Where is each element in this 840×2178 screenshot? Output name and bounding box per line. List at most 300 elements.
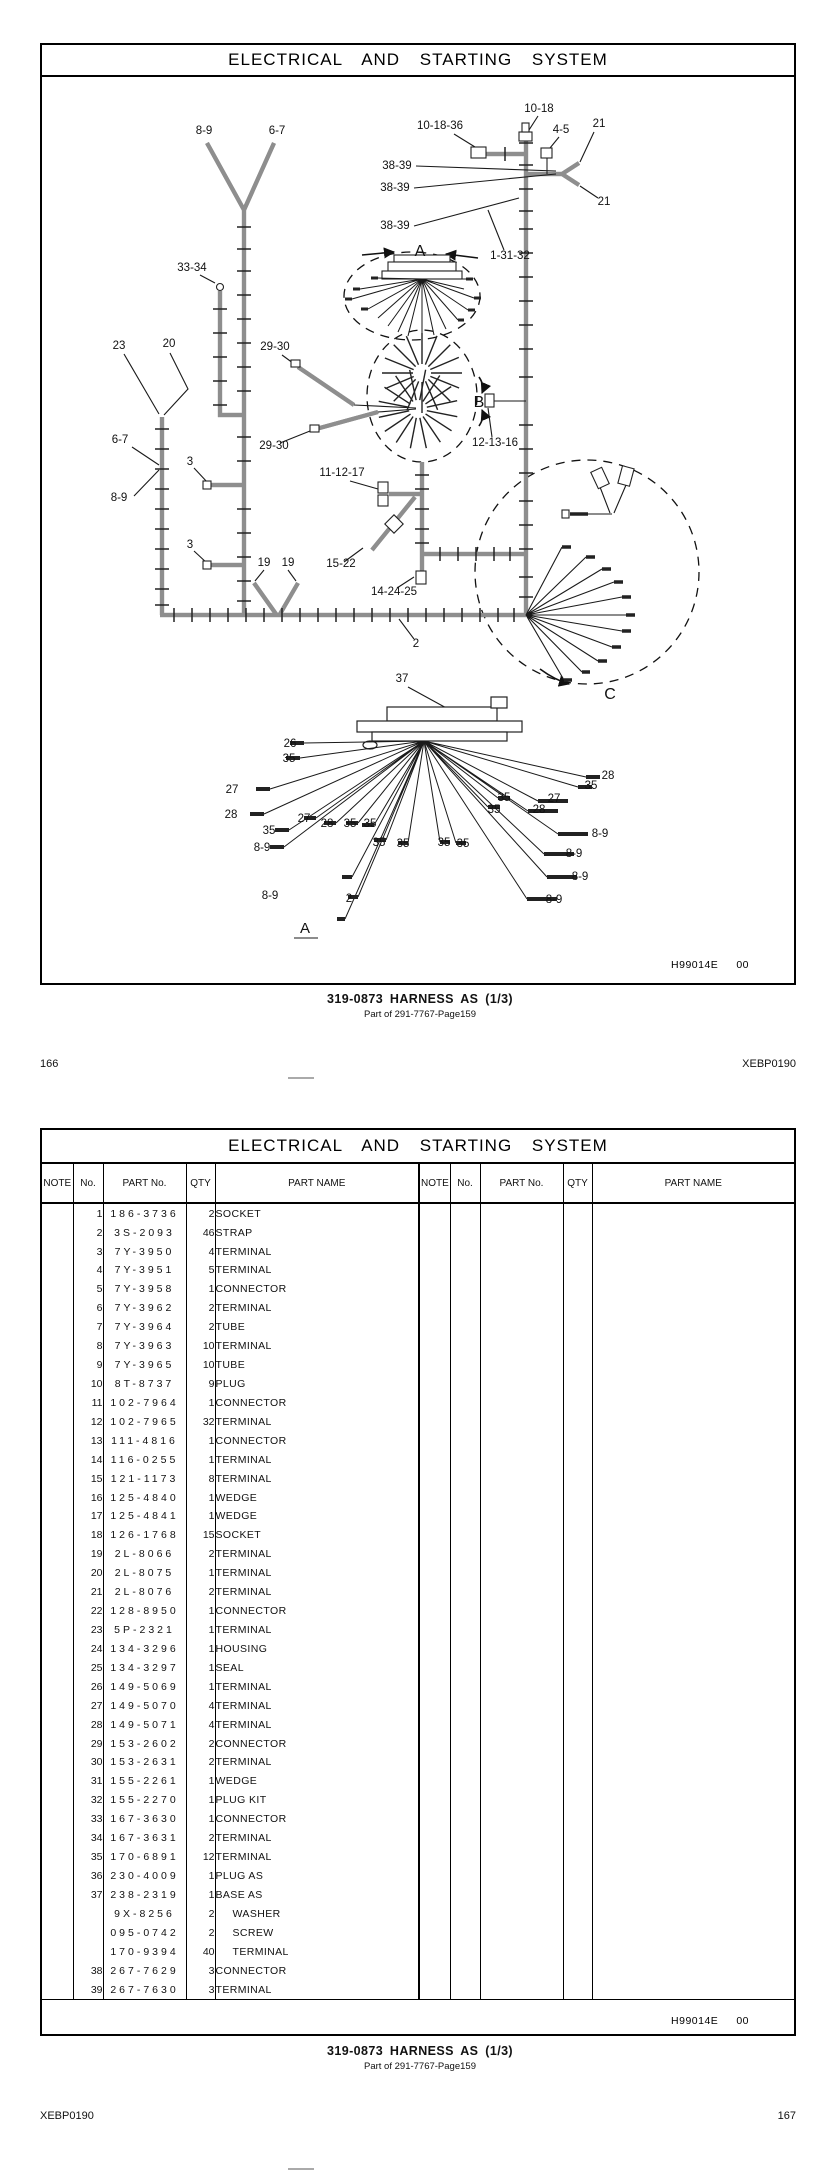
col-name: PART NAME [592, 1164, 794, 1203]
cell-part: 153-2602 [103, 1734, 186, 1753]
print-registration-mark [288, 1077, 314, 1079]
col-qty: QTY [563, 1164, 592, 1203]
cell-qty: 10 [186, 1337, 215, 1356]
part-row [42, 1715, 418, 1734]
cell-name: TERMINAL [215, 1753, 418, 1772]
cell-note [42, 1261, 73, 1280]
callout-2: 2 [412, 638, 420, 650]
cell-note [42, 1412, 73, 1431]
cell-part: 267-7629 [103, 1961, 186, 1980]
cell-note [42, 1772, 73, 1791]
part-row [42, 1829, 418, 1848]
cell-name: SEAL [215, 1658, 418, 1677]
cell-part: 7Y-3962 [103, 1299, 186, 1318]
cell-qty: 2 [186, 1299, 215, 1318]
cell-no: 18 [73, 1526, 103, 1545]
cell-no: 29 [73, 1734, 103, 1753]
cell-no: 21 [73, 1583, 103, 1602]
callout-10-18-36: 10-18-36 [416, 120, 464, 132]
cell-name: TERMINAL [215, 1412, 418, 1431]
cell-part: 7Y-3964 [103, 1318, 186, 1337]
cell-qty: 1 [186, 1639, 215, 1658]
cell-no: 39 [73, 1980, 103, 1999]
callout-19: 19 [257, 557, 271, 569]
cell-name: WEDGE [215, 1507, 418, 1526]
part-row [42, 1923, 418, 1942]
callout-21: 21 [597, 196, 611, 208]
cell-part: 125-4841 [103, 1507, 186, 1526]
cell-name: TERMINAL [215, 1829, 418, 1848]
cell-name: TERMINAL [215, 1564, 418, 1583]
cell-name: TERMINAL [215, 1677, 418, 1696]
cell-part: 102-7965 [103, 1412, 186, 1431]
callout-28: 28 [224, 809, 238, 821]
cell-qty: 3 [186, 1980, 215, 1999]
part-row [42, 1696, 418, 1715]
page1-title: ELECTRICAL AND STARTING SYSTEM [42, 45, 794, 77]
detail-c-fan [526, 466, 635, 680]
cell-name: CONNECTOR [215, 1810, 418, 1829]
callout-29-30: 29-30 [259, 440, 289, 452]
cell-part: 9X-8256 [103, 1904, 186, 1923]
cell-part: 230-4009 [103, 1867, 186, 1886]
cell-note [42, 1375, 73, 1394]
page1-footer [40, 1058, 796, 1070]
cell-part: 155-2270 [103, 1791, 186, 1810]
parts-table-right [418, 1164, 794, 1999]
callout-8-9: 8-9 [253, 842, 271, 854]
cell-qty: 2 [186, 1753, 215, 1772]
page-number: 166 [40, 1058, 59, 1070]
cell-part: 149-5069 [103, 1677, 186, 1696]
cell-qty: 2 [186, 1545, 215, 1564]
col-part: PART No. [103, 1164, 186, 1203]
cell-part: 134-3296 [103, 1639, 186, 1658]
part-row [42, 1753, 418, 1772]
plate-code: H99014E [671, 2015, 719, 2027]
cell-note [42, 1753, 73, 1772]
part-row [42, 1602, 418, 1621]
callout-b: B [473, 394, 485, 411]
cell-part: 170-9394 [103, 1942, 186, 1961]
part-row [42, 1904, 418, 1923]
callout-35: 35 [396, 838, 410, 850]
cell-note [42, 1791, 73, 1810]
cell-name: TERMINAL [215, 1696, 418, 1715]
callout-2: 2 [345, 893, 353, 905]
clamp-ticks [155, 143, 533, 622]
callout-20: 20 [162, 338, 176, 350]
cell-no: 1 [73, 1203, 103, 1223]
part-row [42, 1280, 418, 1299]
cell-part: 7Y-3951 [103, 1261, 186, 1280]
cell-note [42, 1507, 73, 1526]
col-note: NOTE [42, 1164, 73, 1203]
callout-35: 35 [262, 825, 276, 837]
cell-part: 7Y-3963 [103, 1337, 186, 1356]
cell-no: 8 [73, 1337, 103, 1356]
cell-qty: 1 [186, 1450, 215, 1469]
cell-note [42, 1299, 73, 1318]
cell-part: 5P-2321 [103, 1621, 186, 1640]
harness-diagram [42, 77, 794, 985]
cell-qty: 2 [186, 1904, 215, 1923]
cell-note [42, 1961, 73, 1980]
cell-note [42, 1639, 73, 1658]
part-row [42, 1639, 418, 1658]
cell-qty: 4 [186, 1715, 215, 1734]
callout-35: 35 [584, 780, 598, 792]
cell-qty: 2 [186, 1318, 215, 1337]
caption-title: 319-0873 HARNESS AS (1/3) [327, 2044, 513, 2058]
cell-no: 22 [73, 1602, 103, 1621]
cell-part: 155-2261 [103, 1772, 186, 1791]
callout-12-13-16: 12-13-16 [471, 437, 519, 449]
col-no: No. [450, 1164, 480, 1203]
callout-35: 35 [437, 837, 451, 849]
cell-no: 11 [73, 1393, 103, 1412]
header-row [419, 1164, 794, 1203]
cell-qty: 1 [186, 1867, 215, 1886]
part-row [42, 1375, 418, 1394]
callout-1-31-32: 1-31-32 [490, 250, 530, 262]
cell-name: TERMINAL [215, 1261, 418, 1280]
cell-part: 149-5070 [103, 1696, 186, 1715]
callout-29-30: 29-30 [260, 341, 290, 353]
cell-part: 3S-2093 [103, 1223, 186, 1242]
col-no: No. [73, 1164, 103, 1203]
cell-part: 134-3297 [103, 1658, 186, 1677]
col-name: PART NAME [215, 1164, 418, 1203]
cell-no: 34 [73, 1829, 103, 1848]
callout-labels [111, 103, 616, 937]
cell-no: 33 [73, 1810, 103, 1829]
part-row [42, 1488, 418, 1507]
cell-part: 111-4816 [103, 1431, 186, 1450]
cell-name: TERMINAL [215, 1583, 418, 1602]
plate-number [671, 2015, 749, 2027]
detail-b-starburst [379, 333, 462, 448]
cell-part: 170-6891 [103, 1848, 186, 1867]
part-row [42, 1677, 418, 1696]
cell-note [42, 1318, 73, 1337]
plate-rev: 00 [736, 959, 749, 971]
cell-name: TUBE [215, 1356, 418, 1375]
part-row [42, 1469, 418, 1488]
cell-no: 24 [73, 1639, 103, 1658]
callout-38-39: 38-39 [382, 160, 412, 172]
cell-name: TERMINAL [215, 1242, 418, 1261]
callout-35: 35 [282, 753, 296, 765]
cell-name: TERMINAL [215, 1337, 418, 1356]
cell-no: 12 [73, 1412, 103, 1431]
callout-6-7: 6-7 [111, 434, 129, 446]
cell-note [42, 1621, 73, 1640]
callout-8-9: 8-9 [565, 848, 583, 860]
col-part: PART No. [480, 1164, 563, 1203]
cell-note [42, 1280, 73, 1299]
cell-part: 128-8950 [103, 1602, 186, 1621]
cell-name: TERMINAL [215, 1848, 418, 1867]
cell-no: 36 [73, 1867, 103, 1886]
callout-3: 3 [186, 456, 194, 468]
callout-28: 28 [320, 818, 334, 830]
cell-part: 167-3630 [103, 1810, 186, 1829]
cell-part: 125-4840 [103, 1488, 186, 1507]
cell-qty: 5 [186, 1261, 215, 1280]
cell-no: 6 [73, 1299, 103, 1318]
cell-qty: 2 [186, 1829, 215, 1848]
cell-qty: 1 [186, 1677, 215, 1696]
part-row [42, 1412, 418, 1431]
cell-qty: 1 [186, 1621, 215, 1640]
callout-19: 19 [281, 557, 295, 569]
cell-note [42, 1980, 73, 1999]
cell-part: 2L-8066 [103, 1545, 186, 1564]
page1-caption [0, 992, 840, 1020]
part-row [42, 1961, 418, 1980]
cell-note [42, 1469, 73, 1488]
cell-note [42, 1942, 73, 1961]
cell-no: 31 [73, 1772, 103, 1791]
cell-qty: 46 [186, 1223, 215, 1242]
detail-view-bubbles [344, 252, 699, 684]
cell-note [42, 1545, 73, 1564]
cell-note [42, 1337, 73, 1356]
detail-a-fan [345, 255, 481, 338]
cell-qty: 4 [186, 1696, 215, 1715]
callout-8-9: 8-9 [591, 828, 609, 840]
cell-qty: 32 [186, 1412, 215, 1431]
cell-no: 27 [73, 1696, 103, 1715]
part-row [42, 1564, 418, 1583]
callout-38-39: 38-39 [380, 220, 410, 232]
cell-qty: 12 [186, 1848, 215, 1867]
cell-no: 26 [73, 1677, 103, 1696]
cell-note [42, 1810, 73, 1829]
cell-no: 7 [73, 1318, 103, 1337]
callout-8-9: 8-9 [571, 871, 589, 883]
doc-code: XEBP0190 [40, 2110, 94, 2122]
cell-part: 126-1768 [103, 1526, 186, 1545]
cell-no: 15 [73, 1469, 103, 1488]
part-row [42, 1885, 418, 1904]
cell-name: PLUG [215, 1375, 418, 1394]
cell-note [42, 1696, 73, 1715]
header-row [42, 1164, 418, 1203]
cell-qty: 1 [186, 1791, 215, 1810]
cell-name: PLUG KIT [215, 1791, 418, 1810]
part-row [42, 1242, 418, 1261]
callout-27: 27 [547, 793, 561, 805]
cell-name: SOCKET [215, 1203, 418, 1223]
cell-no: 25 [73, 1658, 103, 1677]
cell-name: TERMINAL [215, 1942, 418, 1961]
part-row [42, 1545, 418, 1564]
cell-qty: 9 [186, 1375, 215, 1394]
callout-15-22: 15-22 [326, 558, 356, 570]
part-row [42, 1526, 418, 1545]
cell-part: 267-7630 [103, 1980, 186, 1999]
cell-name: TERMINAL [215, 1469, 418, 1488]
cell-qty: 40 [186, 1942, 215, 1961]
part-row [42, 1772, 418, 1791]
callout-38-39: 38-39 [380, 182, 410, 194]
page2-parts-sheet [40, 1128, 796, 2036]
callout-33-34: 33-34 [177, 262, 207, 274]
cell-name: CONNECTOR [215, 1393, 418, 1412]
connector-symbols [203, 123, 552, 584]
page-number: 167 [777, 2110, 796, 2122]
callout-35: 35 [487, 804, 501, 816]
part-row [42, 1507, 418, 1526]
callout-28: 28 [532, 804, 546, 816]
part-row [42, 1734, 418, 1753]
cell-note [42, 1203, 73, 1223]
caption-subtitle: Part of 291-7767-Page159 [364, 2061, 476, 2072]
cell-no [73, 1923, 103, 1942]
callout-26: 26 [283, 738, 297, 750]
part-row [42, 1450, 418, 1469]
cell-no: 4 [73, 1261, 103, 1280]
part-row [42, 1942, 418, 1961]
callout-35: 35 [372, 837, 386, 849]
callout-35: 35 [363, 818, 377, 830]
page1-drawing-sheet [40, 43, 796, 985]
cell-part: 116-0255 [103, 1450, 186, 1469]
cell-name: CONNECTOR [215, 1431, 418, 1450]
cell-qty: 1 [186, 1772, 215, 1791]
cell-note [42, 1715, 73, 1734]
callout-23: 23 [112, 340, 126, 352]
callout-a: A [299, 920, 311, 937]
caption-subtitle: Part of 291-7767-Page159 [364, 1009, 476, 1020]
cell-no: 38 [73, 1961, 103, 1980]
cell-qty: 1 [186, 1393, 215, 1412]
cell-note [42, 1488, 73, 1507]
part-row [42, 1223, 418, 1242]
callout-8-9: 8-9 [195, 125, 213, 137]
cell-note [42, 1923, 73, 1942]
cell-no: 30 [73, 1753, 103, 1772]
cell-no: 17 [73, 1507, 103, 1526]
callout-a: A [414, 243, 426, 260]
cell-name: CONNECTOR [215, 1280, 418, 1299]
part-row [42, 1261, 418, 1280]
cell-no: 28 [73, 1715, 103, 1734]
callout-3: 3 [186, 539, 194, 551]
cell-name: PLUG AS [215, 1867, 418, 1886]
cell-part: 149-5071 [103, 1715, 186, 1734]
cell-qty: 8 [186, 1469, 215, 1488]
cell-part: 8T-8737 [103, 1375, 186, 1394]
plate-code: H99014E [671, 959, 719, 971]
cell-qty: 1 [186, 1280, 215, 1299]
cell-name: TERMINAL [215, 1715, 418, 1734]
cell-note [42, 1602, 73, 1621]
cell-note [42, 1242, 73, 1261]
callout-10-18: 10-18 [524, 103, 554, 115]
cell-name: CONNECTOR [215, 1961, 418, 1980]
cell-no: 32 [73, 1791, 103, 1810]
bottom-fan [250, 741, 600, 919]
cell-note [42, 1223, 73, 1242]
cell-qty: 2 [186, 1923, 215, 1942]
cell-name: TERMINAL [215, 1450, 418, 1469]
cell-name: WASHER [215, 1904, 418, 1923]
cell-part: 2L-8076 [103, 1583, 186, 1602]
cell-qty: 1 [186, 1658, 215, 1677]
callout-27: 27 [225, 784, 239, 796]
cell-qty: 1 [186, 1810, 215, 1829]
cell-name: HOUSING [215, 1639, 418, 1658]
callout-37: 37 [395, 673, 409, 685]
cell-name: WEDGE [215, 1772, 418, 1791]
page2-caption [0, 2044, 840, 2072]
cell-no: 3 [73, 1242, 103, 1261]
part-row [42, 1810, 418, 1829]
part-row [42, 1431, 418, 1450]
part-row [42, 1299, 418, 1318]
cell-no: 13 [73, 1431, 103, 1450]
cell-no: 9 [73, 1356, 103, 1375]
part-row [42, 1848, 418, 1867]
cell-part: 2L-8075 [103, 1564, 186, 1583]
callout-11-12-17: 11-12-17 [319, 467, 365, 479]
cell-note [42, 1583, 73, 1602]
callout-6-7: 6-7 [268, 125, 286, 137]
cell-name: TERMINAL [215, 1545, 418, 1564]
cell-qty: 2 [186, 1203, 215, 1223]
part-row [42, 1791, 418, 1810]
callout-35: 35 [456, 838, 470, 850]
callout-28: 28 [601, 770, 615, 782]
part-row [42, 1203, 418, 1223]
cell-no: 5 [73, 1280, 103, 1299]
cell-name: SOCKET [215, 1526, 418, 1545]
callout-35: 35 [343, 818, 357, 830]
cell-note [42, 1526, 73, 1545]
part-row [42, 1318, 418, 1337]
cell-qty: 1 [186, 1602, 215, 1621]
cell-qty: 2 [186, 1583, 215, 1602]
cell-part: 153-2631 [103, 1753, 186, 1772]
callout-14-24-25: 14-24-25 [370, 586, 418, 598]
cell-note [42, 1734, 73, 1753]
callout-8-9: 8-9 [545, 894, 563, 906]
cell-name: WEDGE [215, 1488, 418, 1507]
cell-qty: 1 [186, 1431, 215, 1450]
cell-note [42, 1356, 73, 1375]
cell-qty: 1 [186, 1488, 215, 1507]
cell-note [42, 1677, 73, 1696]
part-row [42, 1393, 418, 1412]
cell-no: 20 [73, 1564, 103, 1583]
cell-no: 35 [73, 1848, 103, 1867]
cell-part: 102-7964 [103, 1393, 186, 1412]
cell-name: BASE AS [215, 1885, 418, 1904]
cell-name: TUBE [215, 1318, 418, 1337]
cell-name: CONNECTOR [215, 1734, 418, 1753]
cell-part: 121-1173 [103, 1469, 186, 1488]
part-row [42, 1356, 418, 1375]
cell-part: 186-3736 [103, 1203, 186, 1223]
cell-no [73, 1942, 103, 1961]
cell-note [42, 1829, 73, 1848]
cell-part: 7Y-3958 [103, 1280, 186, 1299]
part-row [42, 1337, 418, 1356]
cell-note [42, 1867, 73, 1886]
